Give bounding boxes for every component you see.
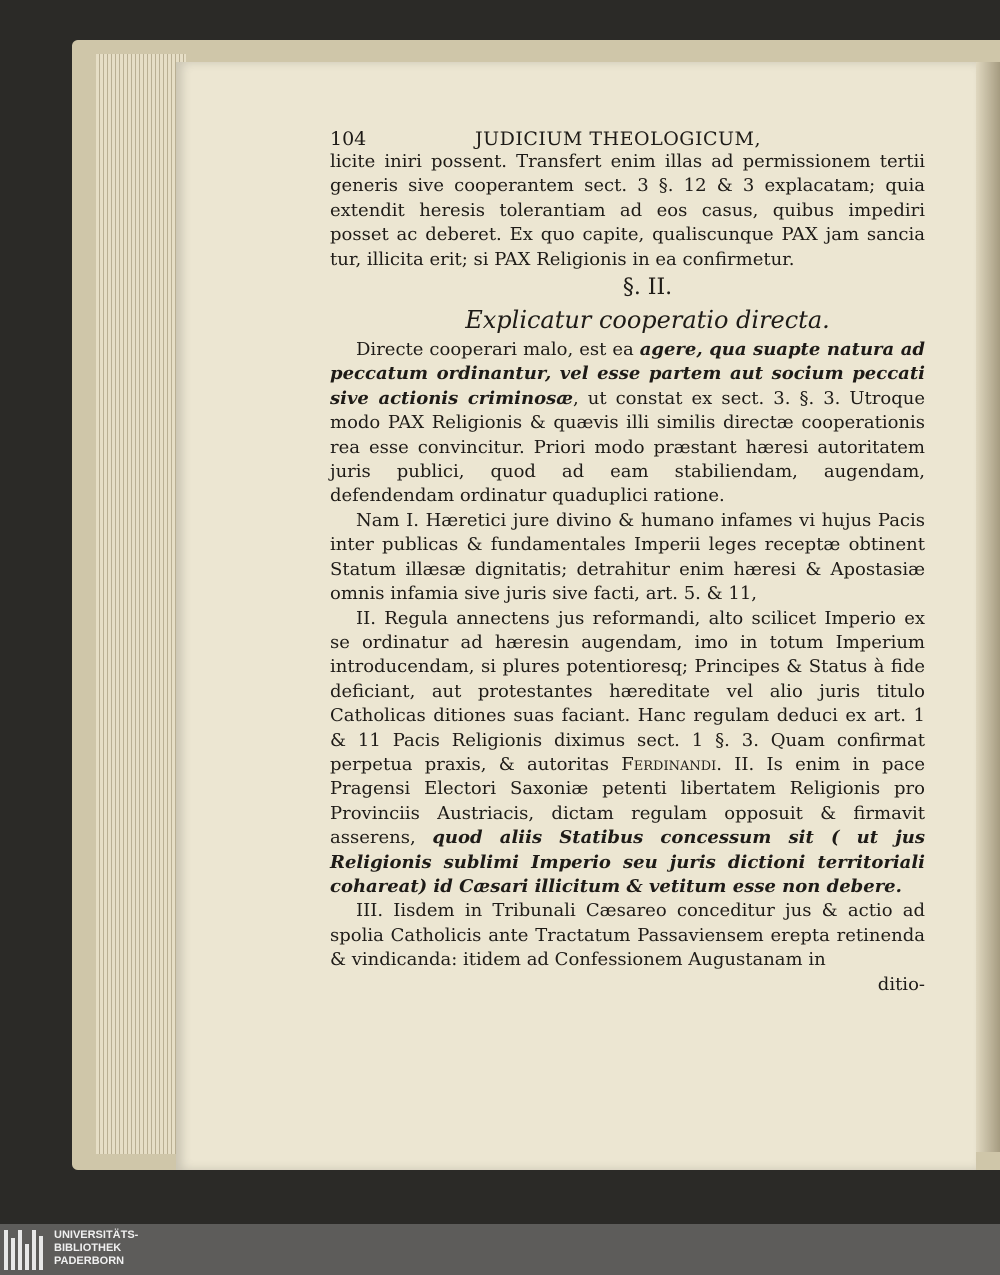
library-footer bbox=[0, 1224, 1000, 1275]
paragraph-5-last-line: ditio- bbox=[877, 973, 925, 995]
section-number: §. II. bbox=[622, 275, 673, 301]
page-number: 104 bbox=[330, 128, 367, 150]
page-text bbox=[330, 128, 925, 997]
paragraph-4 bbox=[330, 607, 925, 900]
library-name-line-2: BIBLIOTHEK bbox=[54, 1242, 122, 1254]
paragraph-4-name: Ferdinandi bbox=[621, 753, 717, 775]
library-name-line-1: UNIVERSITÄTS- bbox=[54, 1229, 139, 1241]
paragraph-2-italic: agere, qua suapte natura ad peccatum ordinantur, vel esse partem aut socium peccati sive actionis criminosæ bbox=[330, 339, 925, 409]
paragraph-5: III. Iisdem in Tribunali Cæsareo conceditur jus & actio ad spolia Catholicis ante Tractatum Passaviensem erepta retinenda & vindicanda: itidem ad Confessionem Augustanam in bbox=[330, 900, 925, 971]
library-name-line-3: PADERBORN bbox=[54, 1255, 125, 1267]
paragraph-1: licite iniri possent. Transfert enim illas ad permissionem tertii generis sive cooperantem sect. 3 §. 12 & 3 explacatam; quia extendit heresis tolerantiam ad eos casus, quibus impediri posset ac deberet. Ex quo capite, qualiscunque PAX jam sancia tur, illicita erit; si PAX Religionis in ea confirmetur. bbox=[330, 151, 925, 270]
paragraph-4-text-2: . II. Is enim in pace Pragensi Electori Saxoniæ petenti libertatem Religionis pro Provinciis Austriacis, dictam regulam opposuit & firmavit asserens, bbox=[330, 753, 926, 849]
paragraph-4-text-1: II. Regula annectens jus reformandi, alto scilicet Imperio ex se ordinatur ad hæresin augendam, imo in totum Imperium introducendam, si plures potentioresq; Principes & Status à fide deficiant, aut protestantes hæreditate vel alio juris titulo Catholicas ditiones suas faciant. Hanc regulam deduci ex art. 1 & 11 Pacis Religionis diximus sect. 1 §. 3. Quam confirmat perpetua praxis, & autoritas bbox=[330, 607, 925, 775]
paragraph-3: Nam I. Hæretici jure divino & humano infames vi hujus Pacis inter publicas & fundamentales Imperii leges receptæ obtinent Statum illæsæ dignitatis; detrahitur enim hæresi & Apostasiæ omnis infamia sive juris sive facti, art. 5. & 11, bbox=[330, 509, 925, 605]
library-name bbox=[54, 1229, 138, 1268]
paragraph-2 bbox=[330, 338, 925, 509]
section-title: Explicatur cooperatio directa. bbox=[465, 306, 830, 335]
paragraph-4-italic: quod aliis Statibus concessum sit ( ut jus Religionis sublimi Imperio seu juris dictioni territoriali cohareat) id Cæsari illicitum & vetitum esse non debere. bbox=[330, 827, 926, 897]
paragraph-2-text-2: , ut constat ex sect. 3. §. 3. Utroque modo PAX Religionis & quævis illi similis directæ cooperationis rea esse convincitur. Priori modo præstant hæresi autoritatem juris publici, quod ad eam stabiliendam, augendam, defendendam ordinatur quaduplici ratione. bbox=[330, 387, 925, 507]
library-logo-icon bbox=[4, 1230, 48, 1270]
running-title: JUDICIUM THEOLOGICUM, bbox=[475, 128, 762, 150]
page-right-edge bbox=[976, 62, 1000, 1152]
running-head bbox=[330, 128, 925, 150]
paragraph-2-text-1: Directe cooperari malo, est ea bbox=[356, 339, 640, 361]
page-edges bbox=[96, 54, 186, 1154]
